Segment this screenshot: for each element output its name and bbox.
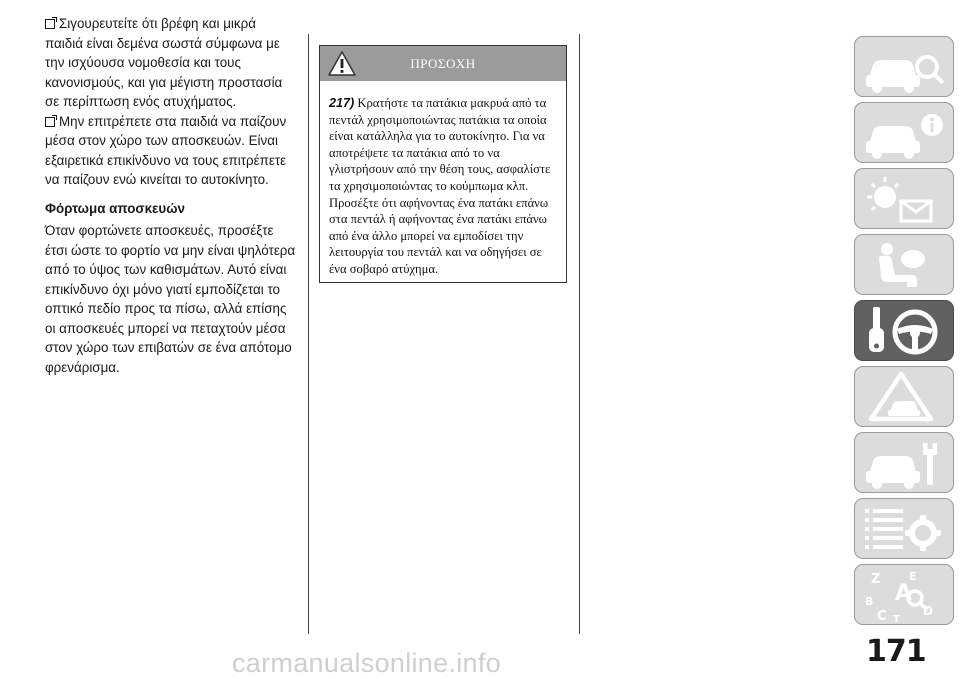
- warning-body: [320, 81, 566, 278]
- warning-box: [319, 45, 567, 283]
- warning-text: Κρατήστε τα πατάκια μακρυά από τα πεντάλ χρησιμοποιώντας πατάκια τα οποία είναι κατάλληλα για το αυτοκίνητο. Για να αποτρέψετε τα πατάκια από το να γλιστρήσουν από την θέση τους, ασφαλίστε τα χρησιμοποιώντας το κούμπωμα κλπ. Προσέξτε ότι αφήνοντας ένα πατάκι επάνω στα πεντάλ ή αφήνοντας ένα πατάκι επάνω από ένα άλλο μπορεί να εμποδίσει την λειτουργία του πεντάλ και να οδηγήσει σε ένα σοβαρό ατύχημα.: [329, 96, 551, 276]
- paragraph-text: Μην επιτρέπετε στα παιδιά να παίζουν μέσα στον χώρο των αποσκευών. Είναι εξαιρετικά επικίνδυνο να τους επιτρέπετε να παίζουν ενώ κινείται το αυτοκίνητο.: [45, 113, 287, 187]
- column-divider: [579, 34, 580, 634]
- page-number: 171: [866, 634, 926, 669]
- seat-airbag-icon[interactable]: [854, 234, 954, 295]
- car-search-icon[interactable]: [854, 36, 954, 97]
- warning-number: 217): [329, 96, 355, 110]
- left-column: [45, 14, 297, 377]
- index-letter: A: [895, 581, 913, 606]
- section-heading: Φόρτωμα αποσκευών: [45, 200, 185, 216]
- column-divider: [308, 34, 309, 634]
- bullet-paragraph: [45, 14, 297, 112]
- index-letter: C: [877, 609, 887, 624]
- index-abc-icon[interactable]: [854, 564, 954, 625]
- index-letter: B: [865, 595, 874, 608]
- breakdown-triangle-icon[interactable]: [854, 366, 954, 427]
- checkbox-bullet-icon: [45, 117, 55, 127]
- specifications-icon[interactable]: [854, 498, 954, 559]
- car-service-icon[interactable]: [854, 432, 954, 493]
- paragraph-text: Όταν φορτώνετε αποσκευές, προσέξτε έτσι ώστε το φορτίο να μην είναι ψηλότερα από το ύψος των καθισμάτων. Αυτό είναι επικίνδυνο όχι μόνο γιατί εμποδίζεται το οπτικό πεδίο προς τα πίσω, αλλά επίσης οι αποσκευές μπορεί να πεταχτούν μέσα στον χώρο των επιβατών σε ένα απότομο φρενάρισμα.: [45, 223, 296, 375]
- index-letter: E: [909, 570, 917, 583]
- bullet-paragraph: [45, 112, 297, 190]
- watermark-text: carmanualsonline.info: [232, 648, 501, 678]
- car-info-icon[interactable]: [854, 102, 954, 163]
- checkbox-bullet-icon: [45, 19, 55, 29]
- index-letter: D: [923, 604, 933, 618]
- key-steering-wheel-icon[interactable]: [854, 300, 954, 361]
- warning-title: ΠΡΟΣΟΧΗ: [410, 56, 476, 71]
- index-letter: T: [893, 614, 900, 625]
- warning-triangle-icon: [328, 51, 356, 76]
- warning-header: [320, 46, 566, 81]
- paragraph-text: Σιγουρευτείτε ότι βρέφη και μικρά παιδιά είναι δεμένα σωστά σύμφωνα με την ισχύουσα νομοθεσία και τους κανονισμούς, και για μέγιστη προστασία σε περίπτωση ενός ατυχήματος.: [45, 16, 283, 109]
- index-letter: Z: [871, 572, 881, 587]
- warning-lights-icon[interactable]: [854, 168, 954, 229]
